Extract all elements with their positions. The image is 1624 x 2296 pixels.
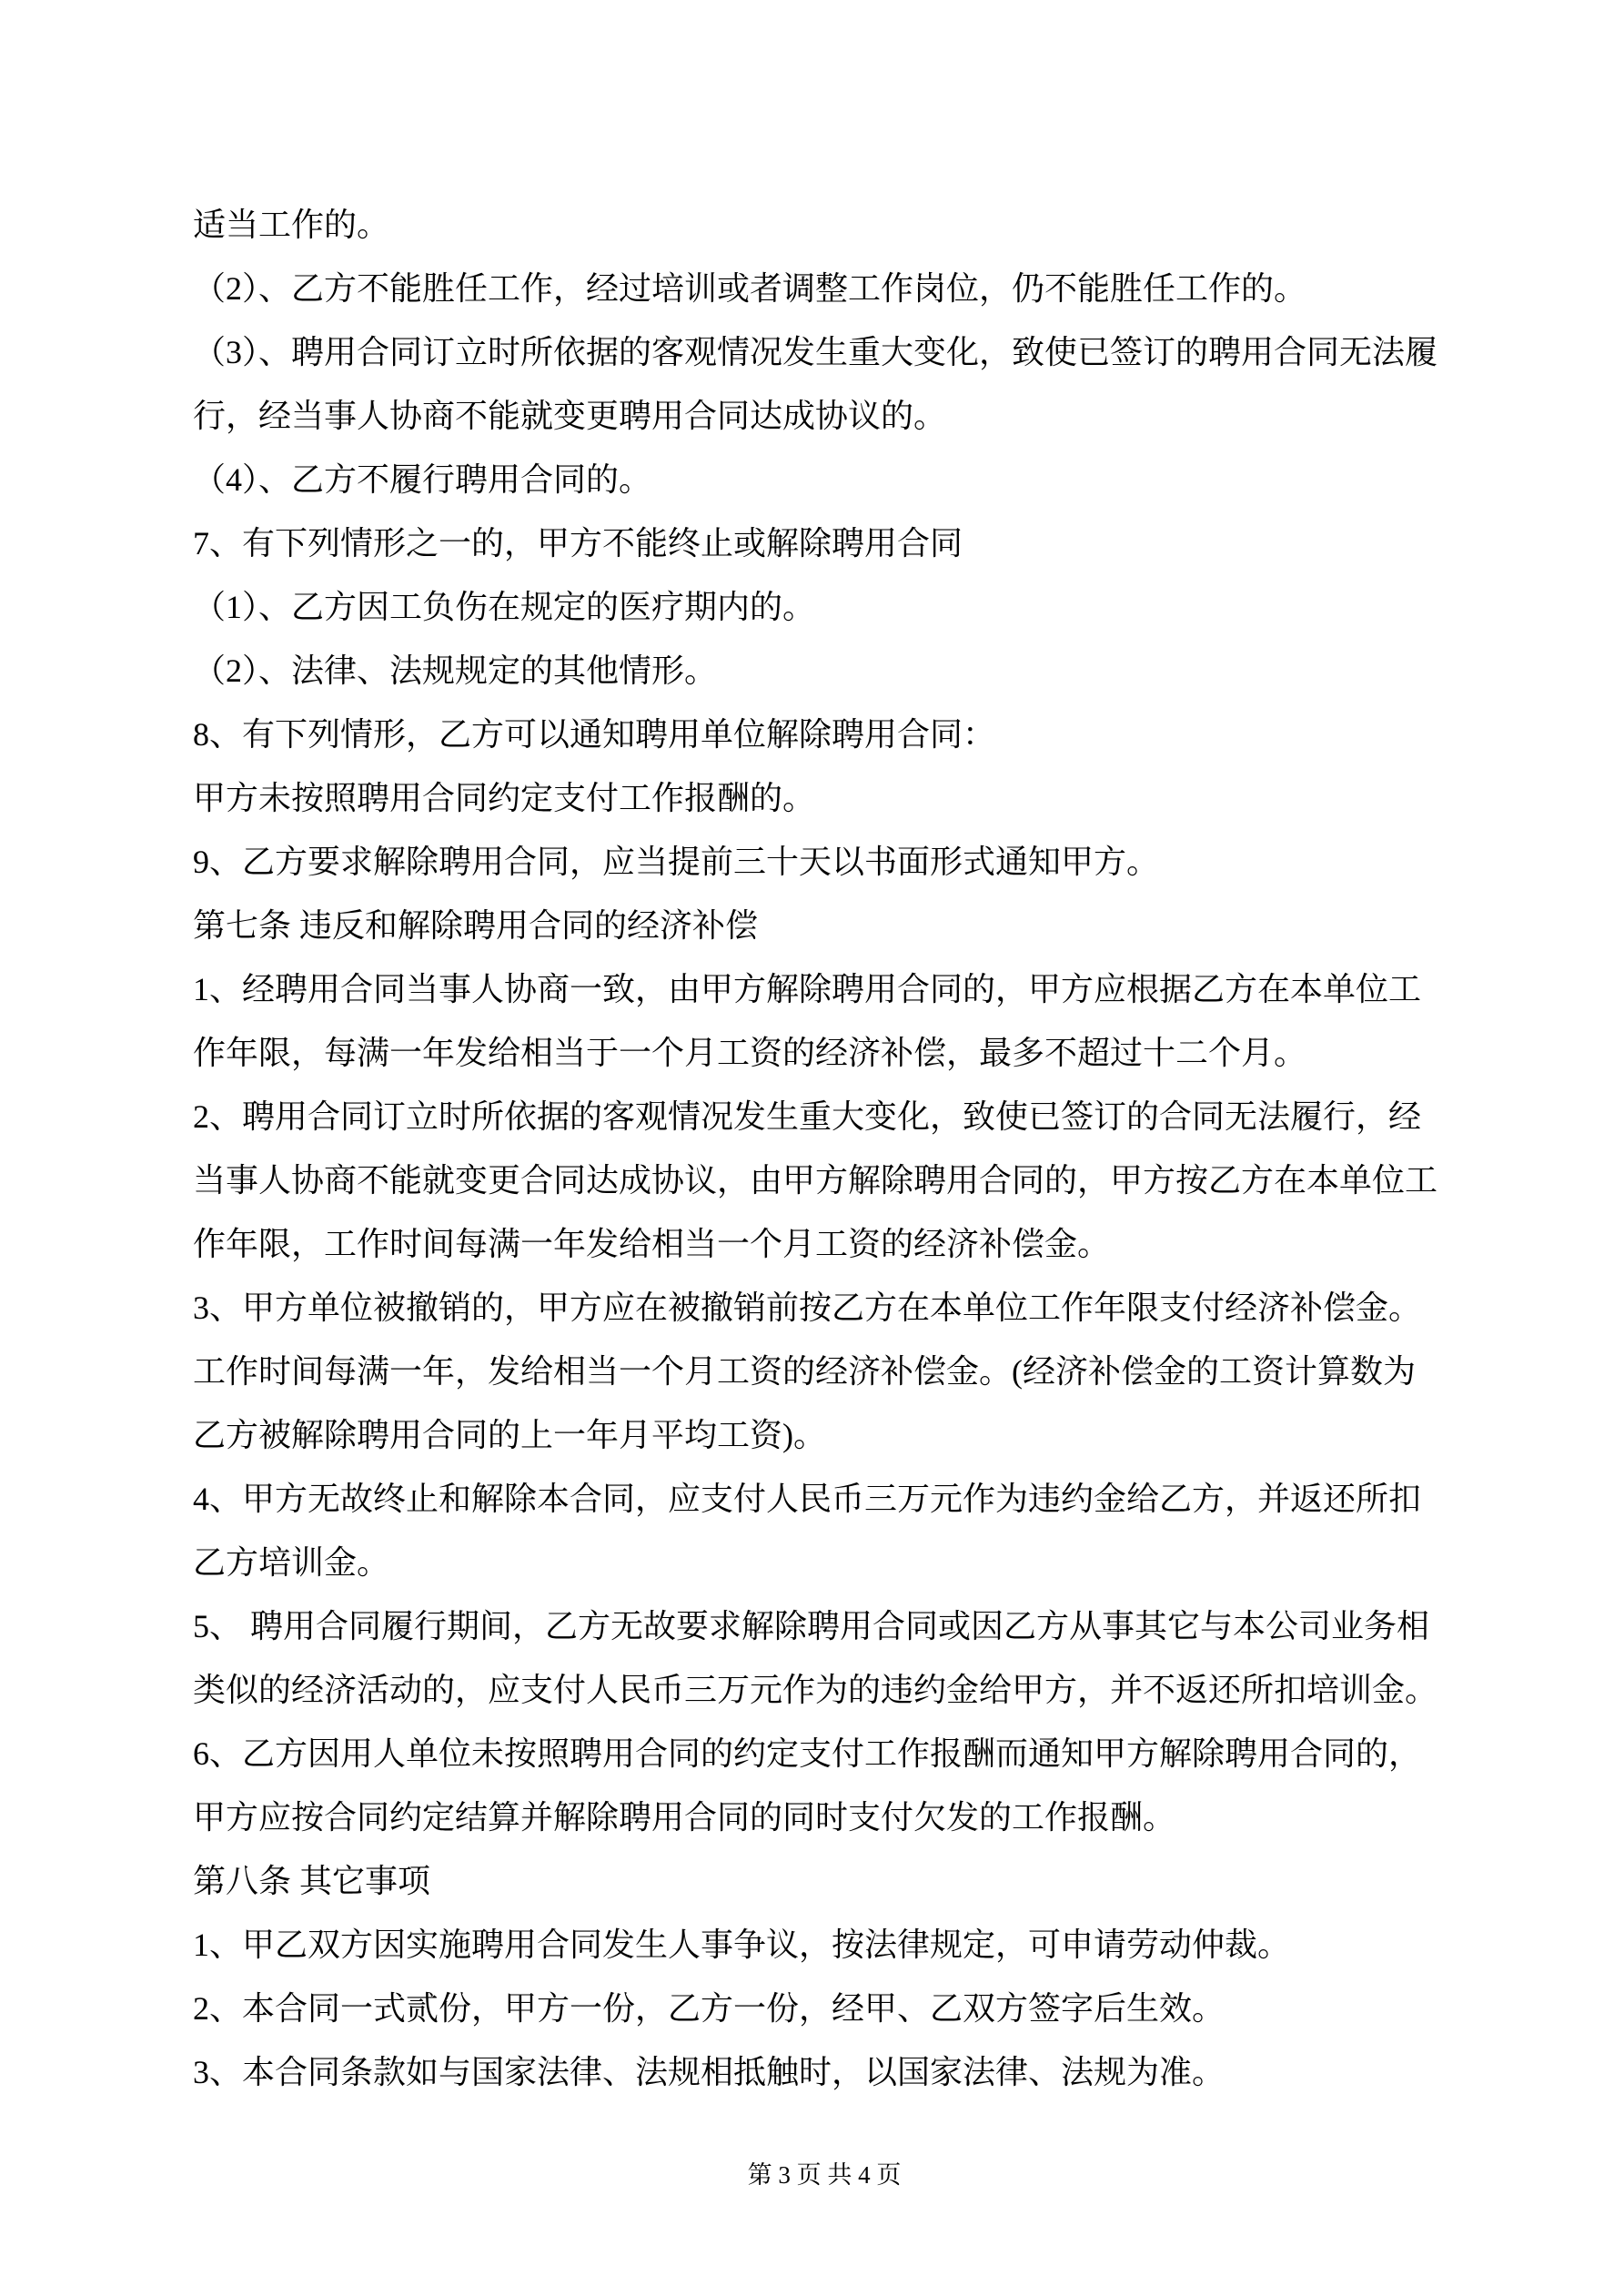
text-line: 1、甲乙双方因实施聘用合同发生人事争议，按法律规定，可申请劳动仲裁。 bbox=[193, 1927, 1291, 1963]
document-body bbox=[193, 193, 1467, 2104]
text-line: 作年限，工作时间每满一年发给相当一个月工资的经济补偿金。 bbox=[193, 1226, 1111, 1262]
text-line: 当事人协商不能就变更合同达成协议，由甲方解除聘用合同的，甲方按乙方在本单位工 bbox=[193, 1162, 1438, 1199]
text-line: （2）、法律、法规规定的其他情形。 bbox=[193, 652, 718, 689]
text-line: 工作时间每满一年，发给相当一个月工资的经济补偿金。(经济补偿金的工资计算数为 bbox=[193, 1353, 1416, 1390]
text-line: （3）、聘用合同订立时所依据的客观情况发生重大变化，致使已签订的聘用合同无法履 bbox=[193, 334, 1438, 370]
text-line: 第八条 其它事项 bbox=[193, 1863, 431, 1899]
text-line: 5、 聘用合同履行期间，乙方无故要求解除聘用合同或因乙方从事其它与本公司业务相 bbox=[193, 1608, 1430, 1644]
text-line: 作年限，每满一年发给相当于一个月工资的经济补偿，最多不超过十二个月。 bbox=[193, 1035, 1307, 1071]
text-line: 2、聘用合同订立时所依据的客观情况发生重大变化，致使已签订的合同无法履行，经 bbox=[193, 1098, 1422, 1135]
text-line: 甲方应按合同约定结算并解除聘用合同的同时支付欠发的工作报酬。 bbox=[193, 1799, 1176, 1836]
text-line: 1、经聘用合同当事人协商一致，由甲方解除聘用合同的，甲方应根据乙方在本单位工 bbox=[193, 971, 1422, 1007]
text-line: 6、乙方因用人单位未按照聘用合同的约定支付工作报酬而通知甲方解除聘用合同的， bbox=[193, 1735, 1422, 1772]
text-line: 3、甲方单位被撤销的，甲方应在被撤销前按乙方在本单位工作年限支付经济补偿金。 bbox=[193, 1290, 1422, 1326]
text-line: （1）、乙方因工负伤在规定的医疗期内的。 bbox=[193, 589, 816, 625]
text-line: 7、有下列情形之一的，甲方不能终止或解除聘用合同 bbox=[193, 525, 963, 561]
text-line: 适当工作的。 bbox=[193, 207, 390, 243]
page-footer bbox=[0, 2120, 1624, 2230]
text-line: 甲方未按照聘用合同约定支付工作报酬的。 bbox=[193, 780, 816, 816]
page-number-text: 第 3 页 共 4 页 bbox=[747, 2161, 902, 2189]
text-line: 行，经当事人协商不能就变更聘用合同达成协议的。 bbox=[193, 398, 947, 434]
text-line: 3、本合同条款如与国家法律、法规相抵触时，以国家法律、法规为准。 bbox=[193, 2054, 1226, 2090]
text-line: 2、本合同一式贰份，甲方一份，乙方一份，经甲、乙双方签字后生效。 bbox=[193, 1990, 1226, 2027]
text-line: 9、乙方要求解除聘用合同，应当提前三十天以书面形式通知甲方。 bbox=[193, 844, 1160, 880]
text-line: 类似的经济活动的，应支付人民币三万元作为的违约金给甲方，并不返还所扣培训金。 bbox=[193, 1672, 1438, 1708]
text-line: （4）、乙方不履行聘用合同的。 bbox=[193, 461, 652, 498]
text-line: （2）、乙方不能胜任工作，经过培训或者调整工作岗位，仍不能胜任工作的。 bbox=[193, 270, 1307, 307]
text-line: 8、有下列情形，乙方可以通知聘用单位解除聘用合同： bbox=[193, 716, 996, 753]
text-line: 乙方培训金。 bbox=[193, 1544, 390, 1581]
text-line: 乙方被解除聘用合同的上一年月平均工资)。 bbox=[193, 1417, 826, 1453]
text-line: 第七条 违反和解除聘用合同的经济补偿 bbox=[193, 907, 759, 944]
text-line: 4、甲方无故终止和解除本合同，应支付人民币三万元作为违约金给乙方，并返还所扣 bbox=[193, 1481, 1422, 1517]
